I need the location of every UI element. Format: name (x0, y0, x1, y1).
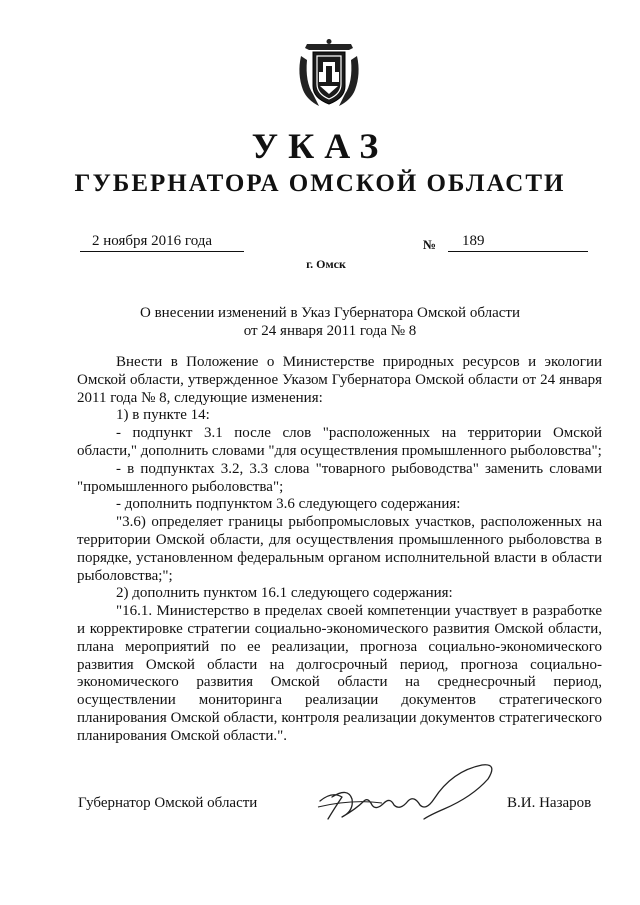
issuer-heading: ГУБЕРНАТОРА ОМСКОЙ ОБЛАСТИ (74, 170, 566, 197)
coat-of-arms-icon (293, 38, 365, 110)
document-number: 189 (448, 233, 588, 252)
body-paragraph: - подпункт 3.1 после слов "расположенных на территории Омской области," дополнить словами "для осуществления промышленного рыболовства"; (77, 425, 602, 459)
body-paragraph: "16.1. Министерство в пределах своей компетенции участвует в разработке и корректировке стратегии социально-экономического развития Омской области, плана мероприятий по ее реализации, прогноза социально-экономического развития Омской области на долгосрочный период, прогноза социально-экономического развития Омской области на среднесрочный период, осуществлении мониторинга реализации документов стратегического планирования Омской области, контроля реализации документов стратегического планирования Омской области.". (77, 603, 602, 744)
document-title-line: О внесении изменений в Указ Губернатора Омской области (140, 305, 520, 321)
document-title (60, 304, 600, 340)
body-paragraph: "3.6) определяет границы рыбопромысловых участков, расположенных на территории Омской области, для осуществления промышленного рыболовства в порядке, установленном федеральным органом исполнительной власти в области рыболовства;"; (77, 514, 602, 584)
body-paragraph: - в подпунктах 3.2, 3.3 слова "товарного рыбоводства" заменить словами "промышленного рыболовства"; (77, 460, 602, 495)
document-city: г. Омск (306, 257, 346, 271)
document-body (77, 354, 602, 746)
body-paragraph: 1) в пункте 14: (116, 407, 210, 424)
document-title-line: от 24 января 2011 года № 8 (243, 323, 417, 339)
body-paragraph: - дополнить подпунктом 3.6 следующего содержания: (116, 496, 461, 513)
signer-position: Губернатор Омской области (78, 795, 258, 811)
handwritten-signature (312, 757, 502, 829)
signer-name: В.И. Назаров (507, 795, 592, 811)
number-sign: № (423, 237, 437, 252)
body-paragraph: Внести в Положение о Министерстве природных ресурсов и экологии Омской области, утвержденное Указом Губернатора Омской области от 24 января 2011 года № 8, следующие изменения: (77, 354, 602, 406)
body-paragraph: 2) дополнить пунктом 16.1 следующего содержания: (116, 585, 453, 602)
document-date: 2 ноября 2016 года (80, 233, 244, 252)
document-type-heading: УКАЗ (251, 126, 389, 166)
